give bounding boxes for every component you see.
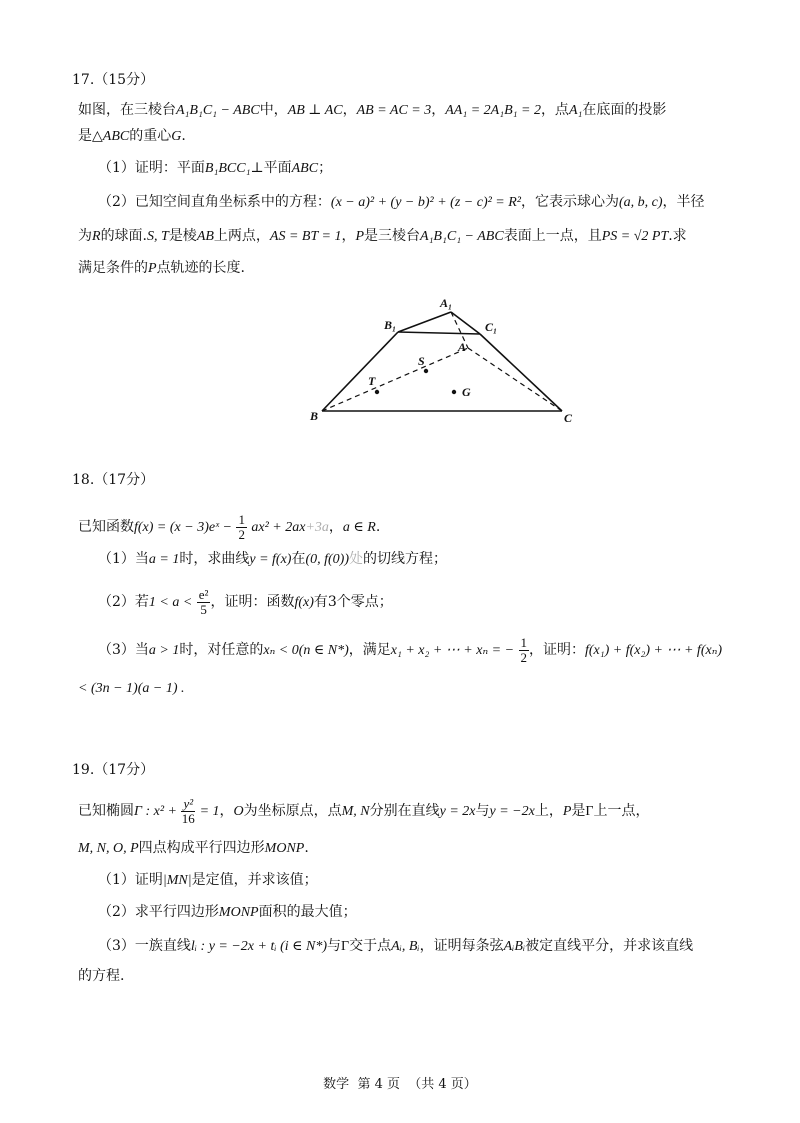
q18-part3-line2: < (3n − 1)(a − 1) . (78, 681, 185, 696)
q17-part2-line1: （2）已知空间直角坐标系中的方程：(x − a)² + (y − b)² + (z − c)² = R²，它表示球心为(a, b, c)，半径 (98, 194, 705, 210)
q18-header: 18.（17分） (72, 472, 155, 488)
q19-header: 19.（17分） (72, 762, 155, 778)
footer-page: 第 4 页 (357, 1077, 400, 1092)
q19-stem-line1: 已知椭圆Γ : x² + $\frac{\text{y²}}{16}$ = 1，O为坐标原点，点M, N分别在直线y = 2x与y = −2x上，P是Γ上一点， (78, 795, 650, 826)
q17-stem-line2: 是△ABC的重心G. (78, 128, 186, 144)
point-G (452, 390, 456, 394)
point-S (424, 369, 428, 373)
label-B1: B₁ (384, 318, 397, 332)
q19-part1: （1）证明|MN|是定值，并求该值； (98, 872, 318, 888)
q19-part3-line1: （3）一族直线lᵢ : y = −2x + tᵢ (i ∈ N*)与Γ交于点Aᵢ, Bᵢ，证明每条弦AᵢBᵢ被定直线平分，并求该直线 (98, 938, 694, 954)
label-G: G (462, 385, 471, 399)
q17-header: 17.（15分） (72, 72, 155, 88)
edge-BA (322, 348, 468, 411)
label-A: A (458, 340, 467, 354)
page-footer (0, 1073, 800, 1092)
q19-stem-line2: M, N, O, P四点构成平行四边形MONP. (78, 840, 309, 856)
edge-AC (468, 348, 562, 411)
q17-part2-line2: 为R的球面.S, T是棱AB上两点，AS = BT = 1，P是三棱台A₁B₁C₁ − ABC表面上一点，且PS = √2 PT.求 (78, 228, 687, 244)
q17-part1: （1）证明：平面B₁BCC₁⊥平面ABC； (98, 160, 333, 176)
q18-stem: 已知函数f(x) = (x − 3)eˣ − $\frac{1}{2}$ ax² + 2ax+3a，a ∈ R. (78, 511, 381, 542)
q17-stem-line1: 如图，在三棱台A₁B₁C₁ − ABC中，AB ⊥ AC，AB = AC = 3，AA₁ = 2A₁B₁ = 2，点A₁在底面的投影 (78, 102, 667, 118)
label-A1: A₁ (440, 296, 453, 310)
edge-B1A1 (398, 312, 451, 332)
label-T: T (368, 374, 376, 388)
edge-BB1 (322, 332, 398, 411)
footer-total: （共 4 页） (408, 1077, 477, 1092)
point-T (375, 390, 379, 394)
q17-part2-line3: 满足条件的P点轨迹的长度. (78, 260, 246, 276)
q19-part2: （2）求平行四边形MONP面积的最大值； (98, 904, 357, 920)
label-C: C (564, 411, 573, 425)
q18-part3-line1: （3）当a > 1时，对任意的xₙ < 0(n ∈ N*)，满足x₁ + x₂ + ⋯ + xₙ = − $\frac{1}{2}$ ，证明：f(x₁) + f(x₂) + ⋯ + f(xₙ) (98, 634, 723, 665)
q18-part1: （1）当a = 1时，求曲线y = f(x)在(0, f(0))处的切线方程； (98, 551, 448, 567)
edge-B1C1 (398, 332, 480, 334)
frustum-figure (300, 292, 590, 427)
label-S: S (418, 354, 425, 368)
edge-A1C1 (451, 312, 480, 334)
edge-CC1 (480, 334, 562, 411)
footer-subject: 数学 (323, 1077, 350, 1092)
q18-part2: （2）若1 < a < $\frac{\text{e²}}{5}$ ，证明：函数f(x)有3个零点； (98, 586, 393, 617)
label-B: B (310, 409, 319, 423)
q19-part3-line2: 的方程. (78, 968, 125, 984)
label-C1: C₁ (485, 320, 498, 334)
